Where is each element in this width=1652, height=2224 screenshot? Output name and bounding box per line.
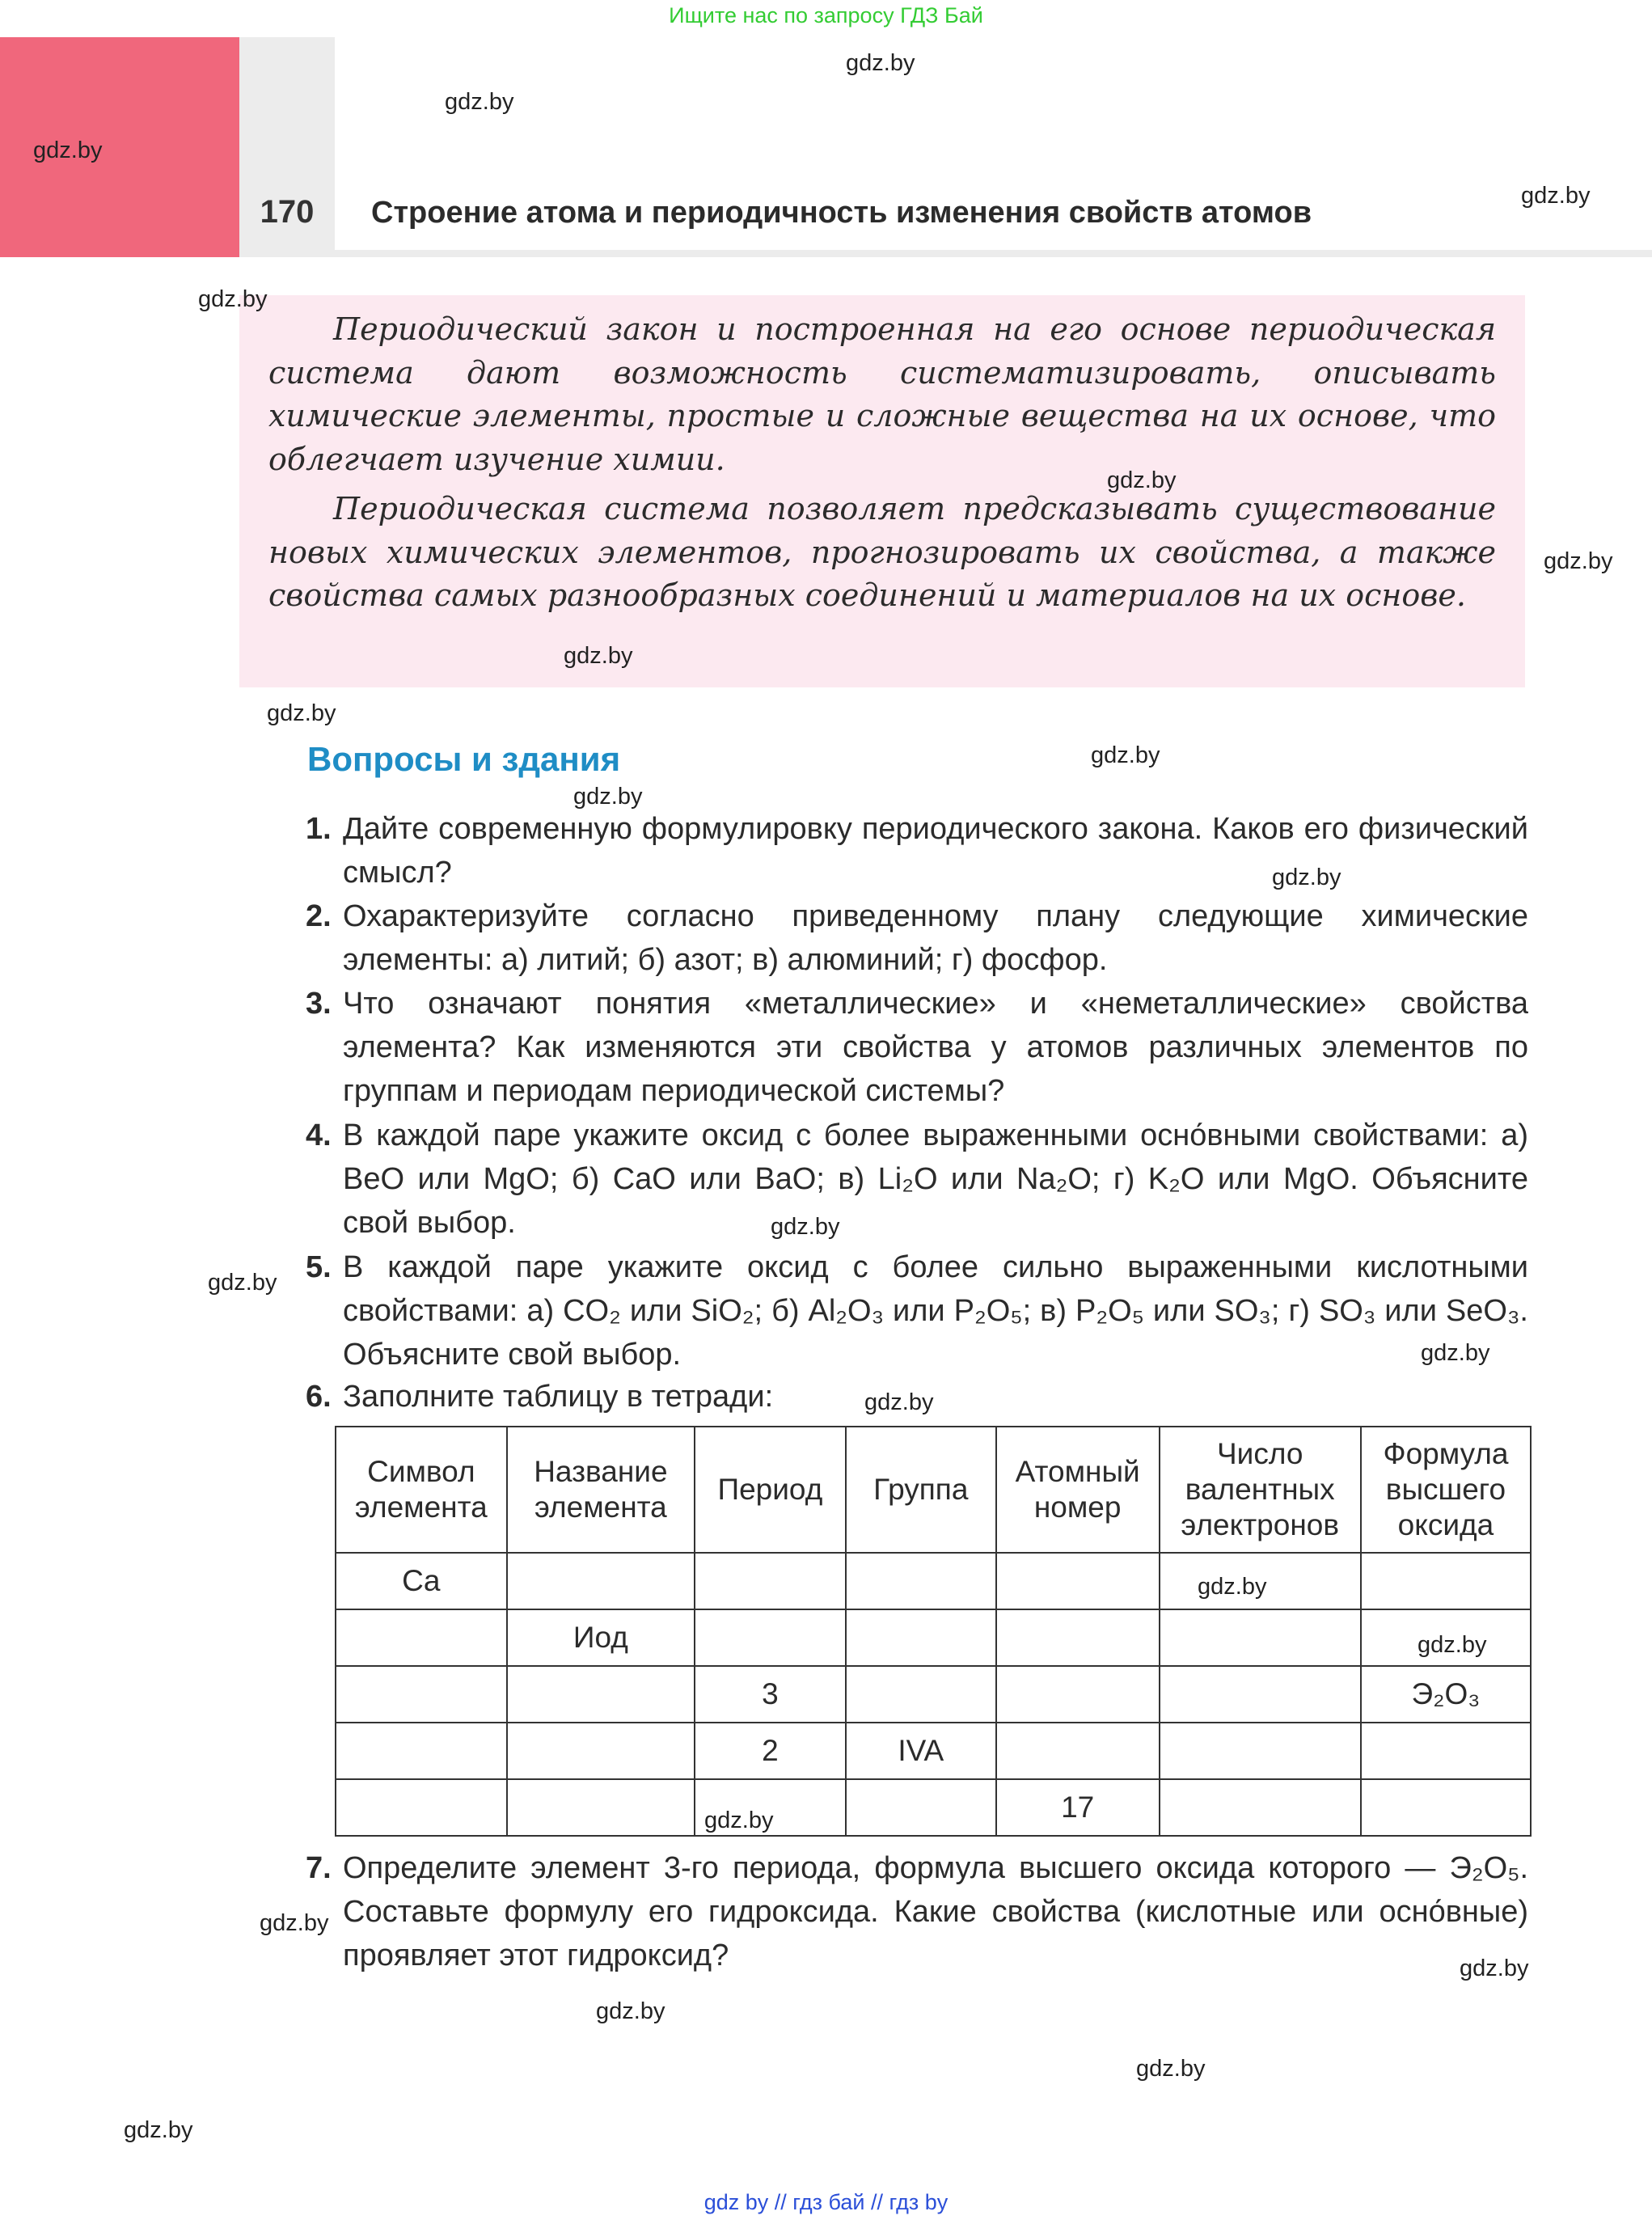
column-header: Число валентных электронов: [1160, 1427, 1361, 1553]
question-number: 7.: [306, 1851, 332, 1885]
watermark: gdz.by: [198, 286, 268, 312]
watermark: gdz.by: [846, 50, 915, 76]
table-row: [336, 1609, 1531, 1666]
column-header: Группа: [846, 1427, 996, 1553]
question-text: В каждой паре укажите оксид с более сильно выраженными кислотными свойствами: а) CO₂ или SiO₂; б) Al₂O₃ или P₂O₅; в) P₂O₅ или SO₃; г) SO₃ или SeO₃. Объясните свой выбор.: [343, 1250, 1528, 1372]
table-cell: [996, 1666, 1160, 1723]
table-cell: [1160, 1609, 1361, 1666]
question-number: 6.: [306, 1380, 332, 1414]
table-cell: [996, 1553, 1160, 1609]
question-item: [306, 894, 1528, 982]
column-header: Период: [695, 1427, 846, 1553]
question-item: [306, 1114, 1528, 1245]
footer-links[interactable]: gdz by // гдз бай // гдз by: [703, 2190, 949, 2214]
table-cell: [1160, 1723, 1361, 1779]
column-header: Название элемента: [507, 1427, 695, 1553]
table-header-row: [336, 1427, 1531, 1553]
question-number: 3.: [306, 987, 332, 1021]
column-header: Формула высшего оксида: [1361, 1427, 1531, 1553]
question-number: 1.: [306, 812, 332, 846]
table-cell: [507, 1666, 695, 1723]
watermark: gdz.by: [704, 1808, 774, 1833]
table-cell: [695, 1553, 846, 1609]
watermark: gdz.by: [1198, 1574, 1267, 1600]
table-row: [336, 1666, 1531, 1723]
question-text: Охарактеризуйте согласно приведенному плану следующие химические элементы: а) литий; б) азот; в) алюминий; г) фосфор.: [343, 899, 1528, 977]
column-header: Атомный номер: [996, 1427, 1160, 1553]
table-cell: [846, 1779, 996, 1836]
watermark: gdz.by: [1107, 467, 1177, 493]
table-cell: 2: [695, 1723, 846, 1779]
table-cell: [507, 1779, 695, 1836]
page-number: 170: [260, 194, 315, 230]
header-rule: [335, 250, 1652, 257]
watermark: gdz.by: [260, 1910, 329, 1936]
table-cell: IVA: [846, 1723, 996, 1779]
question-number: 4.: [306, 1118, 332, 1152]
question-item: [306, 1245, 1528, 1376]
table-row: [336, 1779, 1531, 1836]
watermark: gdz.by: [1421, 1340, 1490, 1366]
table-cell: [1361, 1779, 1531, 1836]
chapter-title: Строение атома и периодичность изменения свойств атомов: [371, 196, 1312, 230]
question-text: В каждой паре укажите оксид с более выраженными осно́вными свойствами: а) BeO или MgO; б) CaO или BaO; в) Li₂O или Na₂O; г) K₂O или MgO. Объясните свой выбор.: [343, 1118, 1528, 1240]
question-item: [306, 807, 1528, 894]
table-cell: [996, 1723, 1160, 1779]
table-cell: [846, 1609, 996, 1666]
info-text: [268, 308, 1496, 618]
watermark: gdz.by: [573, 784, 643, 810]
info-paragraph: Периодический закон и построенная на его основе периодическая система дают возможность систематизировать, описывать химические элементы, простые и сложные вещества на их основе, что облегчает изучение химии.: [268, 311, 1496, 477]
watermark: gdz.by: [124, 2117, 193, 2143]
table-cell: 3: [695, 1666, 846, 1723]
table-cell: [507, 1723, 695, 1779]
watermark: gdz.by: [1091, 742, 1160, 768]
table-cell: [1160, 1666, 1361, 1723]
watermark: gdz.by: [267, 700, 336, 726]
watermark: gdz.by: [864, 1389, 934, 1415]
table-cell: [1361, 1723, 1531, 1779]
watermark: gdz.by: [1418, 1632, 1487, 1658]
info-paragraph: Периодическая система позволяет предсказывать существование новых химических элементов, прогнозировать их свойства, а также свойства самых разнообразных соединений и материалов на их основе.: [268, 491, 1496, 613]
question-number: 2.: [306, 899, 332, 933]
table-cell: [1160, 1779, 1361, 1836]
table-cell: [996, 1609, 1160, 1666]
table-cell: [336, 1723, 507, 1779]
table-cell: [695, 1609, 846, 1666]
watermark: gdz.by: [564, 643, 633, 669]
section-title: Вопросы и здания: [307, 740, 621, 778]
question-number: 5.: [306, 1250, 332, 1284]
question-item: [306, 1846, 1528, 1977]
column-header: Символ элемента: [336, 1427, 507, 1553]
question-text: Дайте современную формулировку периодического закона. Каков его физический смысл?: [343, 812, 1528, 890]
watermark: gdz.by: [1521, 183, 1591, 209]
question-text: Что означают понятия «металлические» и «неметаллические» свойства элемента? Как изменяются эти свойства у атомов различных элементов по группам и периодам периодической системы?: [343, 987, 1528, 1108]
question-item: [306, 982, 1528, 1113]
table-cell: [846, 1666, 996, 1723]
question-text: Определите элемент 3-го периода, формула высшего оксида которого — Э₂O₅. Составьте формулу его гидроксида. Какие свойства (кислотные или осно́вные) проявляет этот гидроксид?: [343, 1851, 1528, 1972]
watermark: gdz.by: [1272, 865, 1341, 890]
table-cell: [336, 1666, 507, 1723]
watermark: gdz.by: [208, 1270, 277, 1296]
watermark: gdz.by: [771, 1214, 840, 1240]
table-cell: [846, 1553, 996, 1609]
table-cell: Ca: [336, 1553, 507, 1609]
watermark: gdz.by: [33, 137, 103, 163]
table-cell: Э₂O₃: [1361, 1666, 1531, 1723]
table-cell: [1361, 1553, 1531, 1609]
top-search-banner[interactable]: Ищите нас по запросу ГДЗ Бай: [669, 3, 983, 27]
table-cell: Иод: [507, 1609, 695, 1666]
watermark: gdz.by: [1544, 548, 1613, 574]
table-cell: 17: [996, 1779, 1160, 1836]
table-row: [336, 1553, 1531, 1609]
table-cell: [336, 1609, 507, 1666]
table-cell: [507, 1553, 695, 1609]
question-text: Заполните таблицу в тетради:: [343, 1380, 774, 1414]
watermark: gdz.by: [1136, 2056, 1206, 2082]
table-cell: [336, 1779, 507, 1836]
table-row: [336, 1723, 1531, 1779]
watermark: gdz.by: [596, 1998, 665, 2024]
watermark: gdz.by: [1460, 1956, 1529, 1981]
fill-in-table: [335, 1426, 1532, 1837]
watermark: gdz.by: [445, 89, 514, 115]
